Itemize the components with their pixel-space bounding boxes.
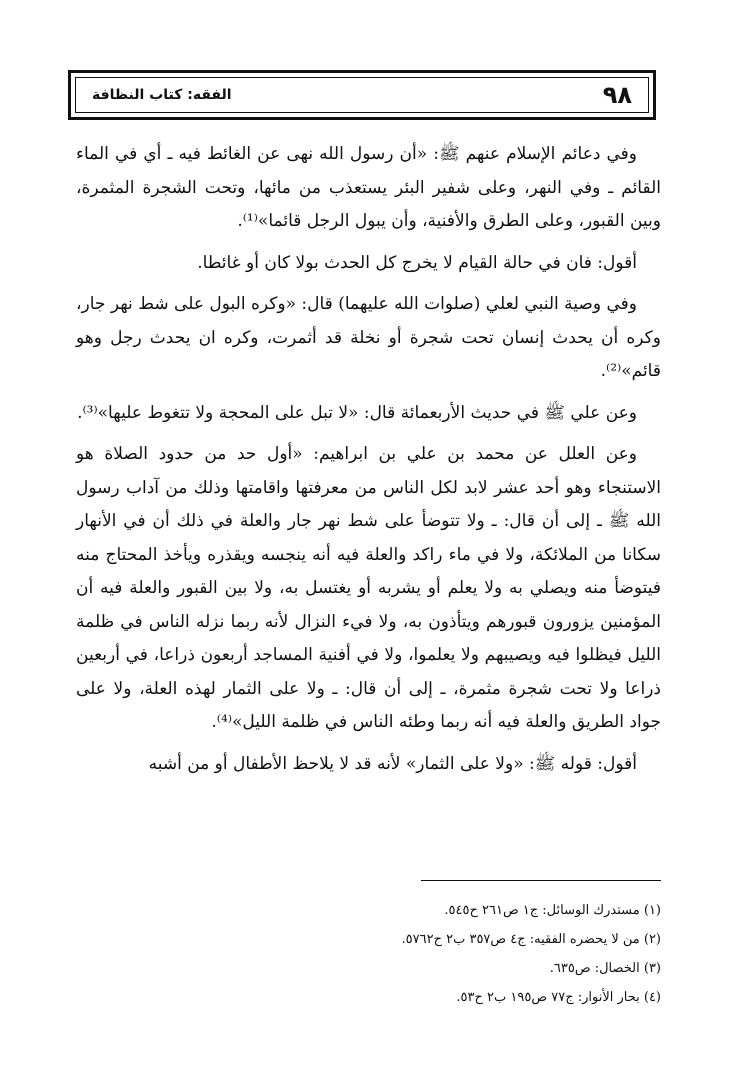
paragraph-comment-2: أقول: قوله ﷺ: «ولا على الثمار» لأنه قد لا يلاحظ الأطفال أو من أشبه [148, 753, 637, 774]
paragraph-comment-1: أقول: فان في حالة القيام لا يخرج كل الحدث بولا كان أو غائطا. [197, 252, 637, 273]
footnote-1: (١) مستدرك الوسائل: ج١ ص٢٦١ ح٥٤٥. [444, 903, 661, 918]
page-header [68, 70, 656, 120]
footnote-2: (٢) من لا يحضره الفقيه: ج٤ ص٣٥٧ ب٢ ح٥٧٦٢. [401, 932, 661, 947]
paragraph-daaim: وفي دعائم الإسلام عنهم ﷺ: «أن رسول الله نهى عن الغائط فيه ـ أي في الماء القائم ـ وفي النهر، وعلى شفير البئر يستعذب من مائها، وتحت الشجرة المثمرة، وبين القبور، وعلى الطرق والأفنية، وأن يبول الرجل قائما»⁽¹⁾. [76, 144, 661, 231]
page-header-inner [75, 77, 649, 113]
main-text [76, 138, 661, 789]
paragraph-arbaamia: وعن علي ﷺ في حديث الأربعمائة قال: «لا تبل على المحجة ولا تتغوط عليها»⁽³⁾. [77, 402, 637, 423]
paragraph-wasiyya: وفي وصية النبي لعلي (صلوات الله عليهما) قال: «وكره البول على شط نهر جار، وكره أن يحدث إنسان تحت شجرة أو نخلة قد أثمرت، وكره ان يحدث رجل وهو قائم»⁽²⁾. [76, 294, 661, 381]
running-title: الفقه: كتاب النظافة [92, 87, 232, 103]
page-number: ٩٨ [602, 81, 632, 109]
paragraph-ilal: وعن العلل عن محمد بن علي بن ابراهيم: «أول حد من حدود الصلاة هو الاستنجاء وهو أحد عشر لابد لكل الناس من معرفتها واقامتها وذلك من آداب رسول الله ﷺ ـ إلى أن قال: ـ ولا تتوضأ على شط نهر جار والعلة في ذلك أن في الأنهار سكانا من الملائكة، ولا في ماء راكد والعلة فيه أنه ينجسه ويقذره ويأخذ المحتاج منه فيتوضأ منه ويصلي به ولا يعلم أو يشربه أو يغتسل به، ولا بين القبور والعلة فيه أن المؤمنين يزورون قبورهم ويتأذون به، ولا فيء النزال لأنه ربما نزله الناس في ظلمة الليل فيظلوا فيه ويصيبهم ولا يعلموا، ولا في أفنية المساجد أربعون ذراعا، في أربعين ذراعا ولا تحت شجرة مثمرة، ـ إلى أن قال: ـ ولا على الثمار لهذه العلة، ولا على جواد الطريق والعلة فيه أنه ربما وطئه الناس في ظلمة الليل»⁽⁴⁾. [76, 444, 661, 732]
footnotes [76, 896, 661, 1012]
footnote-3: (٣) الخصال: ص٦٣٥. [549, 961, 661, 976]
footnote-4: (٤) بحار الأنوار: ج٧٧ ص١٩٥ ب٢ ح٥٣. [456, 990, 661, 1005]
footnote-divider [421, 880, 661, 881]
